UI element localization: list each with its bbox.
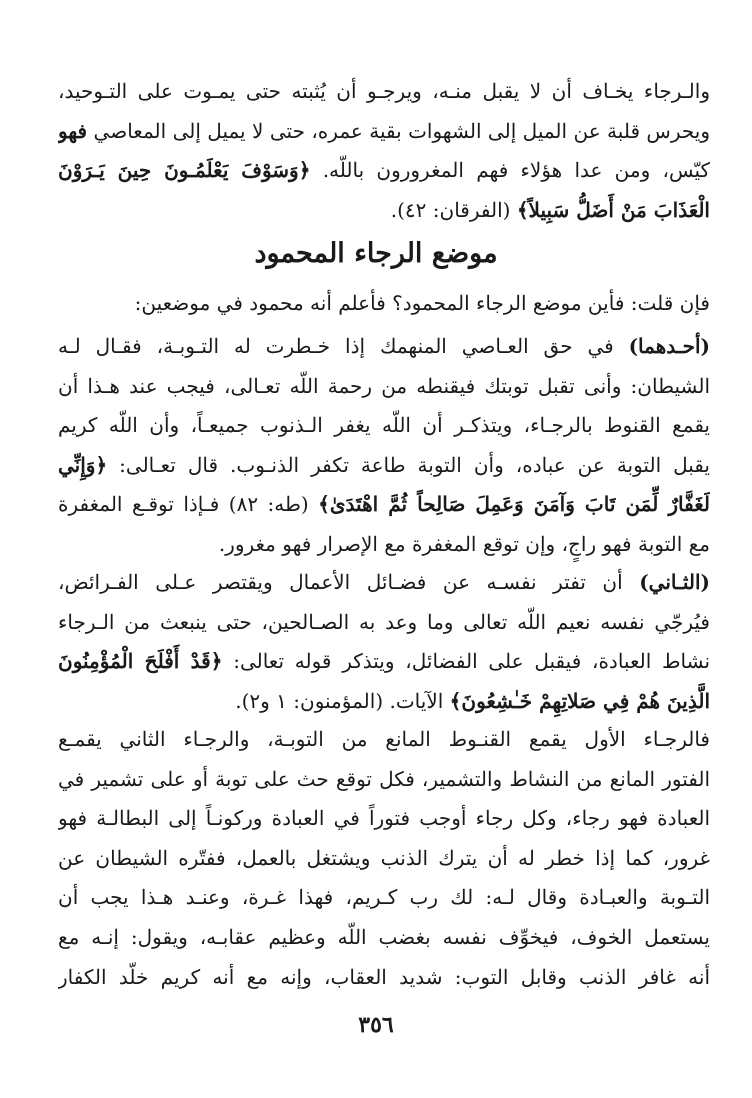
text-run: (طه: ٨٢) فـإذا توقـع المغفرة — [58, 492, 309, 517]
text-line — [58, 682, 710, 722]
quran-verse: الْعَذَابَ مَنْ أَضَلُّ سَبِيلاً﴾ — [516, 197, 710, 222]
text-line: فإن قلت: فأين موضع الرجاء المحمود؟ فأعلم أنه محمود في موضعين: — [134, 291, 710, 315]
text-line: أنه غافر الذنب وقابل التوب: شديد العقاب، وإنه مع أنه كريم خلّد الكفار — [58, 964, 710, 989]
text-line — [58, 563, 710, 603]
paragraph-3 — [58, 327, 710, 565]
text-run: في حق العـاصي المنهمك إذا خـطرت له التـوبـة، فقـال لـه — [58, 334, 614, 358]
section-heading: موضع الرجاء المحمود — [254, 238, 498, 269]
text-line: مع التوبة فهو راجٍ، وإن توقع المغفرة مع الإصرار فهو مغرور. — [218, 531, 710, 556]
text-line: يقمع القنوط بالرجـاء، ويتذكـر أن اللّه يغفر الـذنوب جميعـاً، وأن اللّه كريم — [58, 413, 710, 438]
text-run: نشاط العبادة، فيقبل على الفضائل، ويتذكر قوله تعالى: — [233, 649, 710, 674]
quran-verse: ﴿وَإِنِّي — [58, 452, 108, 477]
text-line — [58, 446, 710, 486]
paragraph-4 — [58, 563, 710, 721]
bold-label: (الثـاني) — [639, 570, 710, 594]
text-line — [58, 485, 710, 525]
bold-word: فهو — [58, 118, 88, 143]
quran-verse: الَّذِينَ هُمْ فِي صَلاتِهِمْ خَـٰشِعُونَ﴾ — [449, 688, 710, 713]
text-line — [58, 112, 710, 152]
text-line — [58, 327, 710, 367]
text-run: كيّس، ومن عدا هؤلاء فهم المغرورون باللّه. — [322, 158, 710, 183]
text-line — [58, 642, 710, 682]
quran-verse: ﴿وَسَوْفَ يَعْلَمُـونَ حِينَ يَـرَوْنَ — [58, 158, 311, 183]
text-line: والـرجاء يخـاف أن لا يقبل منـه، ويرجـو أن يُثبته حتى يمـوت على التـوحيد، — [58, 79, 710, 103]
text-line: الشيطان: وأنى تقبل توبتك فيقنطه من رحمة اللّه تعـالى، فيجب عند هـذا أن — [58, 373, 710, 398]
page-number: ٣٥٦ — [358, 1012, 394, 1038]
verse-citation: (الفرقان: ٤٢). — [390, 197, 511, 222]
paragraph-1 — [58, 72, 710, 230]
quran-verse: ﴿قَدْ أَفْلَحَ الْمُؤْمِنُونَ — [58, 649, 223, 674]
text-line: الفتور المانع من النشاط والتشمير، فكل توقع حث على توبة أو على تشمير في — [58, 766, 710, 791]
text-line: العبادة فهو رجاء، وكل رجاء أوجب فتوراً في العبادة وركونـاً إلى البطالـة فهو — [58, 806, 710, 831]
text-run: يقبل التوبة عن عباده، وأن التوبة طاعة تكفر الذنـوب. قال تعـالى: — [119, 452, 710, 477]
text-line: فيُرجّي نفسه نعيم اللّه تعالى وما وعد به الصـالحين، حتى ينبعث من الـرجاء — [58, 609, 710, 634]
quran-verse: لَغَفَّارٌ لِّمَن تَابَ وَآمَنَ وَعَمِلَ صَالِحاً ثُمَّ اهْتَدَىٰ﴾ — [318, 492, 710, 517]
text-line: يستعمل الخوف، فيخوِّف نفسه بغضب اللّه وعظيم عقابـه، ويقول: إنـه مع — [58, 924, 710, 949]
text-line: غرور، كما إذا خطر له أن يترك الذنب ويشتغل بالعمل، ففتّره الشيطان عن — [58, 845, 710, 870]
text-line — [58, 151, 710, 191]
text-line — [58, 191, 710, 231]
paragraph-5 — [58, 720, 710, 997]
paragraph-2 — [58, 284, 710, 324]
text-line: التـوبة والعبـادة وقال لـه: لك رب كـريم، فهذا غـرة، وعنـد هـذا يجب أن — [58, 885, 710, 910]
text-run: ويحرس قلبة عن الميل إلى الشهوات بقية عمره، حتى لا يميل إلى المعاصي — [93, 118, 710, 143]
text-run: أن تفتر نفسـه عن فضـائل الأعمال ويقتصر عـلى الفـرائض، — [58, 570, 623, 594]
text-line: فالرجـاء الأول يقمع القنـوط المانع من التوبـة، والرجـاء الثاني يقمـع — [58, 727, 710, 751]
bold-label: (أحـدهما) — [628, 334, 710, 358]
verse-citation: الآيات. (المؤمنون: ١ و٢). — [235, 688, 444, 713]
